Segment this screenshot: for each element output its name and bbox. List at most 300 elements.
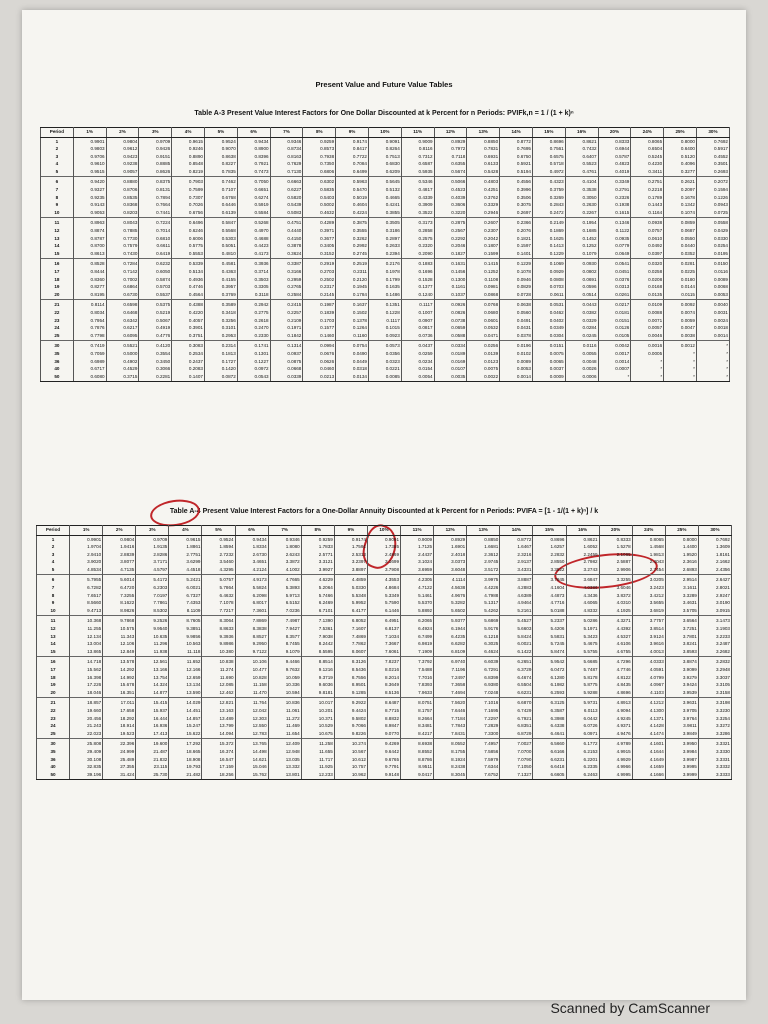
factor-cell: 0.4523 [434,187,467,195]
factor-cell: 6.7327 [169,592,202,600]
factor-cell: 6.4632 [202,592,235,600]
factor-cell: 0.8114 [73,299,106,309]
table-row [41,176,730,186]
factor-cell: 7.4353 [169,600,202,608]
factor-cell: 10.017 [301,697,334,707]
factor-cell: 9.2922 [334,697,367,707]
factor-cell: 0.2502 [303,276,336,284]
factor-cell: 2.9514 [665,574,698,584]
factor-cell: 10.336 [268,682,301,690]
factor-cell: 3.9705 [665,707,698,715]
factor-cell: 14.029 [169,697,202,707]
factor-cell: 0.6830 [368,161,401,169]
factor-cell: 25.489 [103,756,136,764]
factor-cell: 0.3957 [204,284,237,292]
factor-cell: 8.8514 [301,656,334,666]
factor-cell: 6.7282 [70,585,103,593]
factor-cell: 0.2745 [336,250,369,258]
factor-cell: 3.1611 [665,585,698,593]
factor-cell: 0.9709 [139,138,172,146]
factor-cell: 0.8535 [106,194,139,202]
factor-cell: 9.3851 [169,626,202,634]
factor-cell: 0.1264 [336,325,369,333]
factor-cell: 0.5134 [172,269,205,277]
factor-cell: 5.6502 [434,607,467,615]
factor-cell: 3.7801 [665,633,698,641]
factor-cell: 10.106 [235,656,268,666]
factor-cell: 0.0829 [500,284,533,292]
period-cell: 14 [37,641,70,649]
factor-cell: 0.0102 [500,350,533,358]
factor-cell: 8.1755 [434,748,467,756]
factor-cell: 0.3538 [565,187,598,195]
factor-cell: 11.654 [268,730,301,738]
factor-cell: 3.6048 [434,566,467,574]
factor-cell: 0.0151 [532,340,565,350]
factor-cell: 0.0006 [565,373,598,381]
factor-cell: 14.094 [202,730,235,738]
table-row [37,607,732,615]
factor-cell: 0.5245 [631,153,664,161]
factor-cell: 5.0757 [202,574,235,584]
factor-cell: 11.690 [202,674,235,682]
factor-cell: 0.0035 [434,373,467,381]
factor-cell: 31.424 [103,771,136,779]
factor-cell: 8.8552 [401,748,434,756]
factor-cell: 6.7499 [401,633,434,641]
factor-cell: 3.9764 [665,715,698,723]
factor-cell: 0.1079 [565,250,598,258]
factor-cell: 0.2791 [598,187,631,195]
factor-cell: 0.0757 [631,228,664,236]
factor-cell: 0.0872 [204,373,237,381]
table-a4-label: Table A-4 [169,508,201,515]
factor-cell: 2.4043 [632,559,665,567]
factor-cell: 0.1108 [467,276,500,284]
factor-cell: 0.4251 [467,187,500,195]
factor-cell: 3.3321 [698,738,731,748]
factor-cell: 0.2320 [401,243,434,251]
factor-cell: 0.0181 [598,309,631,317]
factor-cell: 4.0386 [566,585,599,593]
period-cell: 12 [41,228,74,236]
factor-cell: 18.292 [103,715,136,723]
factor-cell: 5.4206 [533,626,566,634]
factor-cell: 11.158 [235,682,268,690]
period-cell: 5 [41,168,74,176]
factor-cell: 9.7791 [367,764,400,772]
factor-cell: 0.0687 [664,228,697,236]
factor-cell: 2.1662 [698,559,731,567]
factor-cell: 10.368 [70,615,103,625]
table-row [41,250,730,258]
period-cell: 1 [37,536,70,544]
factor-cell: 7.2297 [467,715,500,723]
factor-cell: 0.0431 [500,325,533,333]
period-cell: 18 [37,674,70,682]
column-header-rate: 14% [500,128,533,138]
factor-cell: 0.5919 [237,202,270,210]
period-cell: 23 [37,715,70,723]
factor-cell: 3.5655 [632,600,665,608]
factor-cell: 0.0018 [696,325,729,333]
table-row [37,559,732,567]
factor-cell: 0.6342 [106,317,139,325]
factor-cell: 8.3126 [334,656,367,666]
factor-cell: 0.7432 [565,146,598,154]
factor-cell: 4.9929 [599,756,632,764]
factor-cell: 2.1065 [599,551,632,559]
factor-cell: 8.5436 [334,667,367,675]
table-row [37,600,732,608]
factor-cell: 0.3450 [139,358,172,366]
factor-cell: 0.5674 [434,168,467,176]
factor-cell: 0.6246 [172,228,205,236]
factor-cell: 7.0700 [500,748,533,756]
factor-cell: 11.652 [169,656,202,666]
period-cell: 15 [37,648,70,656]
factor-cell: 15.415 [136,697,169,707]
factor-cell: 3.8887 [500,574,533,584]
factor-cell: 7.9633 [401,689,434,697]
factor-cell: 4.7716 [533,600,566,608]
factor-cell: 4.1428 [632,723,665,731]
factor-cell: 0.8116 [401,146,434,154]
factor-cell: 12.948 [268,748,301,756]
factor-cell: 9.4466 [268,656,301,666]
factor-cell: 0.3714 [237,269,270,277]
factor-cell: 0.2765 [270,284,303,292]
factor-cell: 0.1078 [500,269,533,277]
factor-cell: 0.4970 [237,228,270,236]
factor-cell: 0.2326 [598,194,631,202]
factor-cell: 0.9259 [301,536,334,544]
factor-cell: 0.9235 [73,194,106,202]
factor-cell: 3.9279 [665,674,698,682]
factor-cell: 0.1821 [500,235,533,243]
factor-cell: 3.3332 [698,764,731,772]
factor-cell: 0.2307 [467,228,500,236]
period-cell: 17 [41,269,74,277]
factor-cell: 0.4096 [664,161,697,169]
factor-cell: 6.2303 [136,585,169,593]
column-header-rate: 30% [696,128,729,138]
factor-cell: 0.5439 [270,202,303,210]
factor-cell: 3.9999 [665,771,698,779]
factor-cell: 0.7692 [698,536,731,544]
factor-cell: 12.659 [169,674,202,682]
factor-cell: 17.413 [136,730,169,738]
page-title: Present Value and Future Value Tables [315,80,453,89]
factor-cell: 0.2875 [434,217,467,227]
factor-cell: 8.8832 [367,715,400,723]
factor-cell: 4.3271 [599,615,632,625]
factor-cell: 0.1685 [565,228,598,236]
factor-cell: 6.2201 [566,756,599,764]
factor-cell: 30.108 [70,756,103,764]
factor-cell: 0.3277 [664,168,697,176]
factor-cell: 3.4651 [235,559,268,567]
factor-cell: 10.477 [235,667,268,675]
factor-cell: 0.7350 [303,161,336,169]
factor-cell: 0.1037 [434,291,467,299]
factor-cell: 0.7084 [336,161,369,169]
factor-cell: 0.0491 [500,317,533,325]
factor-cell: 0.6419 [139,250,172,258]
factor-cell: 4.6229 [301,574,334,584]
factor-cell: 0.5703 [139,284,172,292]
factor-cell: 3.3289 [665,592,698,600]
factor-cell: 0.4150 [270,235,303,243]
factor-cell: 0.0334 [434,340,467,350]
factor-cell: 1.4568 [632,544,665,552]
factor-cell: 0.0460 [303,366,336,374]
factor-cell: 0.7894 [139,194,172,202]
period-cell: 21 [41,299,74,309]
factor-cell: 0.6989 [73,358,106,366]
column-header-rate: 9% [334,526,367,536]
factor-cell: 0.2703 [303,269,336,277]
factor-cell: 9.1216 [301,667,334,675]
factor-cell: 0.6400 [664,146,697,154]
factor-cell: 0.2953 [204,332,237,340]
factor-cell: 0.4220 [172,309,205,317]
factor-cell: 6.8729 [500,730,533,738]
factor-cell: 0.2858 [401,228,434,236]
factor-cell: 0.0014 [500,373,533,381]
factor-cell: 3.9099 [665,667,698,675]
column-header-rate: 4% [169,526,202,536]
factor-cell: 6.2469 [301,600,334,608]
column-header-period: Period [37,526,70,536]
factor-cell: 0.3936 [237,258,270,268]
factor-cell: 14.877 [136,689,169,697]
factor-cell: 0.8368 [106,202,139,210]
factor-cell: 0.6050 [139,269,172,277]
factor-cell: 7.2497 [434,674,467,682]
factor-cell: 0.0907 [401,317,434,325]
factor-cell: 0.0075 [467,366,500,374]
column-header-rate: 12% [434,128,467,138]
factor-cell: 2.2459 [566,551,599,559]
factor-cell: 0.0926 [434,299,467,309]
factor-cell: 0.1460 [303,332,336,340]
factor-cell: 13.134 [169,682,202,690]
factor-cell: 7.9038 [301,633,334,641]
factor-cell: 0.0053 [696,291,729,299]
factor-cell: 0.7938 [303,153,336,161]
table-row [41,161,730,169]
factor-cell: 0.8333 [598,138,631,146]
factor-cell: 8.3045 [434,771,467,779]
factor-cell: 5.4172 [136,574,169,584]
factor-cell: 0.6217 [106,325,139,333]
factor-cell: 5.8892 [401,607,434,615]
factor-cell: 0.0451 [598,269,631,277]
factor-cell: 0.1869 [532,228,565,236]
factor-cell: 0.9434 [237,138,270,146]
column-header-rate: 2% [106,128,139,138]
factor-cell: 14.451 [169,707,202,715]
factor-cell: 0.4104 [565,176,598,186]
factor-cell: 0.5339 [172,258,205,268]
factor-cell: 0.5002 [303,202,336,210]
factor-cell: 3.7251 [665,626,698,634]
factor-cell: 18.908 [169,756,202,764]
factor-cell: 0.8277 [73,284,106,292]
factor-cell: 0.0107 [434,366,467,374]
factor-cell: 9.9540 [136,626,169,634]
factor-cell: 4.5797 [136,566,169,574]
factor-cell: 8.2664 [401,715,434,723]
factor-cell: 0.1443 [631,202,664,210]
period-cell: 3 [37,551,70,559]
factor-cell: 0.4581 [204,258,237,268]
factor-cell: 6.4720 [103,585,136,593]
column-header-rate: 5% [204,128,237,138]
factor-cell: 0.9515 [73,168,106,176]
factor-cell: 3.6819 [632,607,665,615]
factor-cell: 0.1252 [565,243,598,251]
factor-cell: 0.0075 [532,350,565,358]
factor-cell: 8.0751 [401,697,434,707]
factor-cell: 0.8929 [434,138,467,146]
factor-cell: * [631,366,664,374]
factor-cell: 3.3254 [698,715,731,723]
factor-cell: 3.2948 [698,667,731,675]
factor-cell: 0.3909 [401,202,434,210]
factor-cell: 0.6730 [106,291,139,299]
factor-cell: 0.3759 [532,187,565,195]
factor-cell: 13.166 [136,667,169,675]
factor-cell: 0.0573 [368,340,401,350]
table-row [37,764,732,772]
factor-cell: 8.3838 [235,626,268,634]
scanned-page [22,10,746,1000]
table-row [37,682,732,690]
factor-cell: 16.398 [70,674,103,682]
factor-cell: 8.5136 [367,689,400,697]
factor-cell: * [631,373,664,381]
factor-cell: 0.6931 [467,153,500,161]
period-cell: 11 [41,217,74,227]
factor-cell: 0.7107 [204,187,237,195]
factor-cell: 0.3329 [467,202,500,210]
factor-cell: 13.489 [202,715,235,723]
factor-cell: 0.0046 [631,332,664,340]
factor-cell: 0.4688 [237,235,270,243]
factor-cell: 8.2442 [301,641,334,649]
factor-cell: 8.0607 [334,648,367,656]
factor-cell: 0.8360 [73,276,106,284]
table-row [37,738,732,748]
factor-cell: 0.8195 [73,291,106,299]
factor-cell: 0.3875 [336,217,369,227]
factor-cell: * [696,373,729,381]
factor-cell: 12.233 [301,771,334,779]
column-header-rate: 12% [434,526,467,536]
period-cell: 24 [37,723,70,731]
factor-cell: 0.2567 [434,228,467,236]
period-cell: 50 [41,373,74,381]
factor-cell: 0.0937 [270,350,303,358]
factor-cell: 0.0703 [532,284,565,292]
column-header-rate: 10% [368,128,401,138]
factor-cell: 0.6864 [106,284,139,292]
factor-cell: 2.4018 [434,551,467,559]
factor-cell: 7.8237 [367,656,400,666]
factor-cell: * [664,358,697,366]
factor-cell: 4.7122 [401,585,434,593]
factor-cell: 0.0329 [565,317,598,325]
factor-cell: 0.4224 [336,209,369,217]
factor-cell: 13.578 [103,656,136,666]
factor-cell: 3.8897 [334,566,367,574]
factor-cell: 0.0071 [631,317,664,325]
factor-cell: 0.2120 [336,276,369,284]
factor-cell: 17.226 [70,682,103,690]
factor-cell: 0.9709 [136,536,169,544]
factor-cell: 3.8372 [599,592,632,600]
factor-cell: 0.8734 [270,146,303,154]
factor-cell: 0.2697 [500,209,533,217]
factor-cell: 4.3553 [367,574,400,584]
factor-cell: 2.6730 [235,551,268,559]
factor-cell: 0.4564 [172,291,205,299]
factor-cell: 4.1649 [632,756,665,764]
factor-cell: 6.1422 [500,648,533,656]
factor-cell: 6.6870 [500,697,533,707]
factor-cell: 0.1378 [336,317,369,325]
factor-cell: 0.2607 [467,217,500,227]
factor-cell: 0.7903 [172,176,205,186]
column-header-rate: 14% [500,526,533,536]
factor-cell: 0.2218 [631,187,664,195]
factor-cell: 0.2630 [565,202,598,210]
table-row [37,667,732,675]
factor-cell: 0.0868 [467,291,500,299]
factor-cell: 0.0068 [696,284,729,292]
factor-cell: 0.4363 [204,269,237,277]
factor-cell: * [696,358,729,366]
factor-cell: 0.2281 [139,373,172,381]
factor-cell: 0.7954 [73,317,106,325]
factor-cell: 0.9327 [73,187,106,195]
factor-cell: 8.8527 [235,633,268,641]
factor-cell: 6.0113 [566,707,599,715]
table-row [37,592,732,600]
factor-cell: 3.3158 [698,689,731,697]
factor-cell: 0.5019 [336,194,369,202]
factor-cell: 0.0195 [696,250,729,258]
factor-cell: 0.9423 [106,153,139,161]
factor-cell: 9.3719 [301,674,334,682]
factor-cell: 5.2161 [500,607,533,615]
factor-cell: 0.1807 [467,243,500,251]
factor-cell: 0.0189 [434,350,467,358]
factor-cell: 3.4331 [500,566,533,574]
factor-cell: 0.6209 [368,168,401,176]
factor-cell: 6.2593 [533,689,566,697]
factor-cell: 0.0151 [598,317,631,325]
factor-cell: 0.3050 [565,194,598,202]
factor-cell: 6.5660 [533,738,566,748]
factor-cell: 0.1300 [434,276,467,284]
factor-cell: 4.0333 [632,656,665,666]
factor-cell: 7.4987 [268,615,301,625]
factor-cell: 16.444 [136,715,169,723]
factor-cell: 3.9124 [632,633,665,641]
